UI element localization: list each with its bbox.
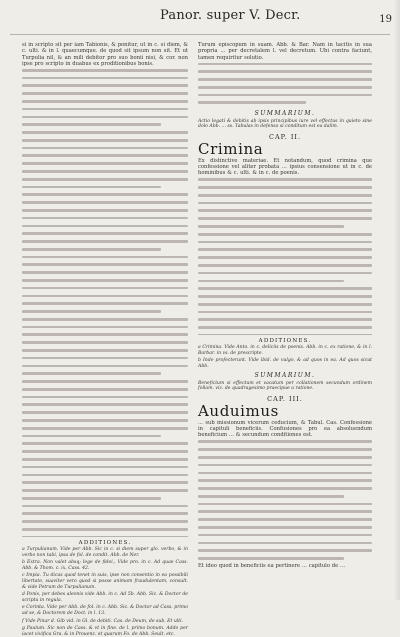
text-line <box>22 69 188 75</box>
text-line <box>198 526 372 532</box>
text-line <box>198 70 372 76</box>
text-line <box>198 94 372 100</box>
text-line <box>198 186 372 192</box>
right-column <box>198 42 372 590</box>
text-line <box>22 287 188 293</box>
text-line <box>198 487 372 493</box>
text-line <box>198 209 372 215</box>
text-line <box>198 295 372 301</box>
text-line <box>198 534 372 540</box>
text-line <box>198 248 372 254</box>
text-line <box>198 78 372 84</box>
text-line <box>22 147 188 153</box>
text-line <box>22 318 188 324</box>
addition-item: g Paulum. Sic non de Cass. & vt in fine. de l. primo bonum. Addo per iacet vivifica Gra. & in Prouenz. et quarum Fo. de Abb. Seult. etc. <box>22 626 188 637</box>
chapter-heading-ii: CAP. II. <box>268 132 302 141</box>
text-line <box>22 232 188 238</box>
additions-list-left <box>22 547 188 637</box>
folio-number: 19 <box>379 14 392 25</box>
chapter-ii-dropcap-word: Crimina <box>198 139 264 158</box>
text-line <box>22 505 188 511</box>
text-line <box>22 372 188 378</box>
text-line <box>198 472 372 478</box>
text-line <box>22 349 188 355</box>
chapter-iii-text: ... sub missionum vicerum ceducium, & Tabul. Cas. Confessione in capituli beneficiis. Confusiones pro ea absoluendum beneficium ... & secundum conditiones est. <box>198 419 372 439</box>
left-body-text-lines <box>22 69 188 534</box>
additions-rule <box>22 536 188 537</box>
addition-item: b Inde profecterunt. Vide ibid. de vulgo, & ad quos in ea. Ad quos sicut Abb. <box>198 358 372 370</box>
text-line <box>22 240 188 246</box>
text-line <box>198 440 372 446</box>
additions-list-right <box>198 345 372 369</box>
text-line <box>198 318 372 324</box>
chapter-iii-lines <box>198 440 372 563</box>
right-intro-lines <box>198 63 372 108</box>
text-line <box>22 248 188 254</box>
addition-item: e Corinta. Vide per Abb. de fol. in c. Abb. Sic. & Doctor ad Cass. primo ad se, & Doctorem de Doct. in l. 13. <box>22 605 188 616</box>
chapter-ii-opening <box>198 139 372 158</box>
text-line <box>22 209 188 215</box>
text-line <box>22 123 188 129</box>
text-line <box>22 131 188 137</box>
text-line <box>22 419 188 425</box>
right-intro-text: Turum episcopum in suam. Abb. & Bar. Nam in tacitis in sua propria ... per decretalem l. vel decretum. Ubi contra faciunt, tamen requiritur solutio. <box>198 42 372 61</box>
text-line <box>22 489 188 495</box>
text-line <box>22 528 188 534</box>
text-line <box>198 241 372 247</box>
text-line <box>22 481 188 487</box>
text-line <box>198 549 372 555</box>
text-line <box>198 86 372 92</box>
additions-title-left: ADDITIONES. <box>78 540 132 547</box>
text-line <box>22 100 188 106</box>
text-line <box>198 63 372 69</box>
text-line <box>22 341 188 347</box>
chapter-ii-text: Ex distinctive materiae. Et notandum, quod crimina que confessione vel aliter probata ... ipsius consensione ut in c. de hominibus & c. ulti. & in c. de poenis. <box>198 157 372 177</box>
text-line <box>22 225 188 231</box>
header-rule <box>10 34 390 35</box>
text-line <box>22 92 188 98</box>
text-line <box>198 256 372 262</box>
text-line <box>198 495 372 501</box>
running-title: Panor. super V. Decr. <box>160 8 301 23</box>
text-line <box>198 217 372 223</box>
text-line <box>198 311 372 317</box>
text-line <box>22 333 188 339</box>
left-column <box>22 42 188 637</box>
text-line <box>22 403 188 409</box>
addition-item: a Crimina. Vide Anto. in c. deliciis de poenis. Abb. in c. ex ratione, & in l. Barbar. in vs. de prescripte. <box>198 345 372 356</box>
text-line <box>22 302 188 308</box>
chapter-heading-iii: CAP. III. <box>267 394 303 403</box>
addition-item: d Ponis, per debes aleonis vide Abb. in c. Ad 5b. Abb. Sic. & Doctor de scriptu in regula. <box>22 592 188 603</box>
text-line <box>22 201 188 207</box>
page-header <box>0 6 400 40</box>
additions-title-right: ADDITIONES. <box>258 338 312 345</box>
text-line <box>22 520 188 526</box>
text-line <box>22 396 188 402</box>
text-line <box>22 154 188 160</box>
text-line <box>22 380 188 386</box>
page-edge-shadow <box>394 0 400 600</box>
text-line <box>22 442 188 448</box>
summary-heading-1: SUMMARIUM. <box>254 109 316 117</box>
text-line <box>22 279 188 285</box>
text-line <box>22 162 188 168</box>
text-line <box>22 458 188 464</box>
text-line <box>22 186 188 192</box>
text-line <box>22 295 188 301</box>
left-opening-text: si in scripto sit per iam Tabionis, & ponitur, ut in c. si diem, & c. ulti. & in l. quaecumque. de quod sit ipsum non sit. Et ut Turpulia nil, & an mili debitor pro suo bonii nisi, & cor. non ipse pro scripto in duabus ex proditionibus bonis. <box>22 42 188 67</box>
text-line <box>22 326 188 332</box>
chapter-iii-opening <box>198 401 372 420</box>
addition-item: f Vide Pinar d. Gib vid. in Gl. de debiti. Cas. de Deum, de sub. Et ulti. <box>22 618 184 624</box>
text-line <box>22 435 188 441</box>
text-line <box>22 411 188 417</box>
summary-text-1: Actio legati & debitis ab ipsis principibus iure vel effectus in quieto sine dolo Abb. ... ss. Tabulas in defenso si conditum est ea dalim. <box>198 118 372 130</box>
text-line <box>22 450 188 456</box>
text-line <box>22 139 188 145</box>
text-line <box>22 427 188 433</box>
text-line <box>22 178 188 184</box>
text-line <box>198 503 372 509</box>
text-line <box>198 280 372 286</box>
text-line <box>22 217 188 223</box>
text-line <box>22 357 188 363</box>
addition-item: b Extra. Non valet absq; lege de fidei,. Vide pro. in c. Ad quae Cass. Abb. & Thom. c. ix, Cass. 42. <box>22 560 188 571</box>
text-line <box>22 365 188 371</box>
text-line <box>198 272 372 278</box>
text-line <box>198 202 372 208</box>
text-line <box>198 542 372 548</box>
addition-item: a Turpulianum. Vide per Abb. Sic in c. si diem super glo. verbo, & in verbo non tabi, ipsa de fol. de condit. Abb. de Ner. <box>22 547 188 558</box>
text-line <box>198 510 372 516</box>
text-line <box>22 497 188 503</box>
text-line <box>198 225 372 231</box>
text-line <box>198 264 372 270</box>
text-line <box>198 448 372 454</box>
text-line <box>22 170 188 176</box>
addition-item: c Impia. Tu dicas quod tenet in suis, ipse non consentio in ea possibili libertate, suaviter vero quod si posse animam fraudulentam, consult. & vide Petrum de Turpulianum. <box>22 573 188 590</box>
chapter-iii-dropcap-word: Auduimus <box>198 401 279 420</box>
text-line <box>198 464 372 470</box>
text-line <box>198 326 372 332</box>
additions-rule-right <box>198 334 372 335</box>
text-line <box>198 303 372 309</box>
text-line <box>22 310 188 316</box>
text-line <box>198 287 372 293</box>
text-line <box>22 512 188 518</box>
summary-text-2: Beneficium si effectum et vacatum per collationem secundum ordinem follam. viz. de quadragesimo praecipue a ratione. <box>198 380 372 392</box>
text-line <box>22 193 188 199</box>
chapter-ii-lines <box>198 178 372 332</box>
text-line <box>22 466 188 472</box>
text-line <box>22 84 188 90</box>
text-line <box>198 178 372 184</box>
text-line <box>22 116 188 122</box>
text-line <box>22 271 188 277</box>
text-line <box>198 479 372 485</box>
text-line <box>198 233 372 239</box>
text-line <box>198 518 372 524</box>
summary-heading-2: SUMMARIUM. <box>254 371 316 379</box>
text-line <box>22 388 188 394</box>
text-line <box>22 77 188 83</box>
text-line <box>22 263 188 269</box>
right-bottom-text: Et ideo quod in beneficiis ea pertinere ... capitulo de ... <box>198 563 345 570</box>
text-line <box>198 456 372 462</box>
text-line <box>22 256 188 262</box>
text-line <box>22 474 188 480</box>
text-line <box>22 108 188 114</box>
text-line <box>198 194 372 200</box>
text-line <box>198 101 372 107</box>
